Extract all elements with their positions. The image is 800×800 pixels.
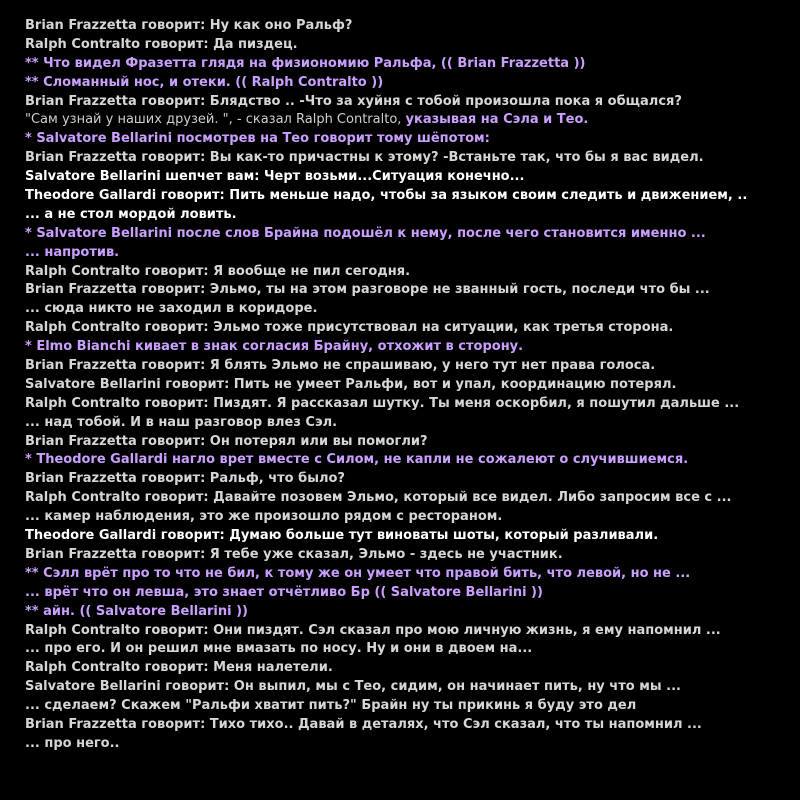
chat-line-text: ... сюда никто не заходил в коридоре. <box>25 301 318 317</box>
chat-line <box>25 659 795 678</box>
chat-line <box>25 489 795 508</box>
chat-line <box>25 640 795 659</box>
chat-line-text: * Elmo Bianchi кивает в знак согласия Брайну, отхожит в сторону. <box>25 339 524 355</box>
chat-line <box>25 263 795 282</box>
chat-line <box>25 338 795 357</box>
chat-line <box>25 414 795 433</box>
chat-line-text: ... напротив. <box>25 244 120 260</box>
chat-line-text: ** Что видел Фразетта глядя на физиономию Ральфа, (( Brian Frazzetta )) <box>25 55 586 71</box>
chat-line-text: Brian Frazzetta говорит: Тихо тихо.. Давай в деталях, что Сэл сказал, что ты напомнил ... <box>25 716 702 732</box>
chat-line <box>25 678 795 697</box>
chat-line-text: Salvatore Bellarini шепчет вам: Черт возьми...Ситуация конечно... <box>25 169 525 185</box>
chat-line-text: * Salvatore Bellarini посмотрев на Тео говорит тому шёпотом: <box>25 131 490 147</box>
chat-line-text: Salvatore Bellarini говорит: Он выпил, мы с Тео, сидим, он начинает пить, ну что мы ... <box>25 679 681 695</box>
chat-line <box>25 376 795 395</box>
chat-line <box>25 470 795 489</box>
chat-line-text: Brian Frazzetta говорит: Ну как оно Ральф? <box>25 18 353 33</box>
chat-line-text: Brian Frazzetta говорит: Вы как-то причастны к этому? -Встаньте так, что бы я вас видел. <box>25 150 704 166</box>
chat-line-text: Ralph Contralto говорит: Да пиздец. <box>25 36 298 52</box>
chat-line-text: Ralph Contralto говорит: Давайте позовем Эльмо, который все видел. Либо запросим все с ... <box>25 490 732 506</box>
chat-line <box>25 36 795 55</box>
chat-line <box>25 584 795 603</box>
chat-line <box>25 111 795 130</box>
chat-line <box>25 527 795 546</box>
chat-line-text: ** Сэлл врёт про то что не бил, к тому же он умеет что правой бить, что левой, но не ... <box>25 565 691 581</box>
chat-line <box>25 319 795 338</box>
chat-line-text: "Сам узнай у наших друзей. ", - сказал Ralph Contralto, <box>25 112 406 128</box>
chat-line <box>25 735 795 754</box>
chat-line <box>25 451 795 470</box>
chat-line-text: * Theodore Gallardi нагло врет вместе с Силом, не капли не сожалеют о случившиемся. <box>25 452 689 468</box>
chat-line-text: Brian Frazzetta говорит: Он потерял или вы помогли? <box>25 433 428 449</box>
chat-line <box>25 187 795 206</box>
chat-line <box>25 508 795 527</box>
chat-line <box>25 357 795 376</box>
chat-line <box>25 225 795 244</box>
chat-line-text: указывая на Сэла и Тео. <box>405 112 589 128</box>
chat-line-text: ... камер наблюдения, это же произошло рядом с рестораном. <box>25 509 503 525</box>
chat-line-text: Theodore Gallardi говорит: Думаю больше тут виноваты шоты, который разливали. <box>25 528 659 544</box>
chat-line-text: ** айн. (( Salvatore Bellarini )) <box>25 603 248 619</box>
chat-line <box>25 149 795 168</box>
chat-line-text: ... про его. И он решил мне вмазать по носу. Ну и они в двоем на... <box>25 641 533 657</box>
chat-line <box>25 206 795 225</box>
chat-line-text: ... над тобой. И в наш разговор влез Сэл. <box>25 414 338 430</box>
chat-line-text: ** Сломанный нос, и отеки. (( Ralph Contralto )) <box>25 74 384 90</box>
chat-line <box>25 17 795 36</box>
chat-line-text: Brian Frazzetta говорит: Я тебе уже сказал, Эльмо - здесь не участник. <box>25 546 563 562</box>
chat-line-text: Ralph Contralto говорит: Эльмо тоже присутствовал на ситуации, как третья сторона. <box>25 320 674 336</box>
chat-line-text: Brian Frazzetta говорит: Блядство .. -Что за хуйня с тобой произошла пока я общался? <box>25 93 682 109</box>
chat-line-text: ... сделаем? Скажем "Ральфи хватит пить?" Брайн ну ты прикинь я буду это дел <box>25 698 637 714</box>
chat-line <box>25 300 795 319</box>
chat-line <box>25 55 795 74</box>
chat-line-text: ... а не стол мордой ловить. <box>25 206 237 222</box>
chat-line <box>25 433 795 452</box>
chat-line-text: Brian Frazzetta говорит: Эльмо, ты на этом разговоре не званный гость, последи что бы ... <box>25 282 710 298</box>
chat-line <box>25 168 795 187</box>
chat-log <box>25 17 795 754</box>
chat-line <box>25 281 795 300</box>
chat-line-text: Theodore Gallardi говорит: Пить меньше надо, чтобы за языком своим следить и движением, .. <box>25 188 748 204</box>
chat-line <box>25 565 795 584</box>
chat-line-text: Ralph Contralto говорит: Пиздят. Я рассказал шутку. Ты меня оскорбил, я пошутил дальше ... <box>25 395 740 411</box>
chat-line-text: * Salvatore Bellarini после слов Брайна подошёл к нему, после чего становится именно ... <box>25 225 706 241</box>
chat-line-text: Ralph Contralto говорит: Я вообще не пил сегодня. <box>25 263 411 279</box>
chat-line <box>25 716 795 735</box>
chat-line-text: Ralph Contralto говорит: Они пиздят. Сэл сказал про мою личную жизнь, я ему напомнил ... <box>25 622 721 638</box>
chat-line-text: Brian Frazzetta говорит: Я блять Эльмо не спрашиваю, у него тут нет права голоса. <box>25 358 656 374</box>
chat-line-text: ... врёт что он левша, это знает отчётливо Бр (( Salvatore Bellarini )) <box>25 584 543 600</box>
chat-line <box>25 130 795 149</box>
chat-line-text: Brian Frazzetta говорит: Ральф, что было? <box>25 471 345 487</box>
chat-line <box>25 395 795 414</box>
chat-line <box>25 622 795 641</box>
chat-line-text: Salvatore Bellarini говорит: Пить не умеет Ральфи, вот и упал, координацию потерял. <box>25 376 677 392</box>
chat-line-text: Ralph Contralto говорит: Меня налетели. <box>25 660 333 676</box>
chat-line <box>25 546 795 565</box>
chat-line <box>25 603 795 622</box>
chat-line <box>25 93 795 112</box>
chat-line <box>25 74 795 93</box>
chat-line <box>25 244 795 263</box>
chat-line <box>25 697 795 716</box>
chat-line-text: ... про него.. <box>25 735 120 751</box>
